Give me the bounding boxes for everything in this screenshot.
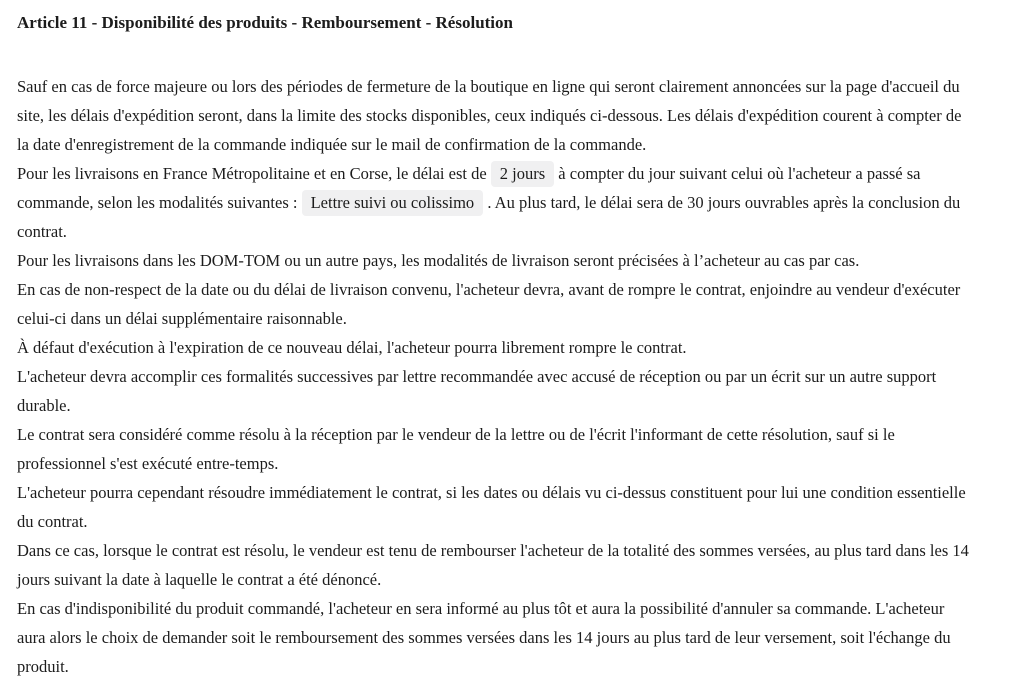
delivery-text-after-method: . Au plus tard, le délai sera de 30 jours ouvrables après la conclusion du contrat. xyxy=(17,192,961,241)
article-title: Article 11 - Disponibilité des produits - Remboursement - Résolution xyxy=(17,13,513,32)
paragraph-defaut-execution: À défaut d'exécution à l'expiration de ce nouveau délai, l'acheteur pourra librement rompre le contrat. xyxy=(17,337,687,357)
paragraph-delivery-france xyxy=(17,159,975,246)
paragraph-resolution-immediate: L'acheteur pourra cependant résoudre immédiatement le contrat, si les dates ou délais vu ci-dessus constituent pour lui une condition essentielle du contrat. xyxy=(17,482,966,531)
paragraph-formalites-lettre-recommandee: L'acheteur devra accomplir ces formalités successives par lettre recommandée avec accusé de réception ou par un écrit sur un autre support durable. xyxy=(17,366,937,415)
paragraph-non-respect-delai: En cas de non-respect de la date ou du délai de livraison convenu, l'acheteur devra, avant de rompre le contrat, enjoindre au vendeur d'exécuter celui-ci dans un délai supplémentaire raisonnable. xyxy=(17,279,961,328)
paragraph-remboursement-14-jours: Dans ce cas, lorsque le contrat est résolu, le vendeur est tenu de rembourser l'acheteur de la totalité des sommes versées, au plus tard dans les 14 jours suivant la date à laquelle le contrat a été dénoncé. xyxy=(17,540,969,589)
paragraph-dom-tom: Pour les livraisons dans les DOM-TOM ou un autre pays, les modalités de livraison seront précisées à l’acheteur au cas par cas. xyxy=(17,250,860,270)
delivery-method-field[interactable]: Lettre suivi ou colissimo xyxy=(302,190,484,216)
delivery-delay-field[interactable]: 2 jours xyxy=(491,161,554,187)
paragraph-indisponibilite-produit: En cas d'indisponibilité du produit commandé, l'acheteur en sera informé au plus tôt et aura la possibilité d'annuler sa commande. L'acheteur aura alors le choix de demander soit le remboursement des sommes versées dans les 14 jours au plus tard de leur versement, soit l'échange du produit. xyxy=(17,598,951,676)
delivery-text-before-delay: Pour les livraisons en France Métropolitaine et en Corse, le délai est de xyxy=(17,163,487,183)
paragraph-shipping-delays: Sauf en cas de force majeure ou lors des périodes de fermeture de la boutique en ligne qui seront clairement annoncées sur la page d'accueil du site, les délais d'expédition seront, dans la limite des stocks disponibles, ceux indiqués ci-dessous. Les délais d'expédition courent à compter de la date d'enregistrement de la commande indiquée sur le mail de confirmation de la commande. xyxy=(17,76,962,154)
delivery-text-between-fields: à compter du jour suivant celui où l'acheteur a passé sa commande, selon les modalités suivantes : xyxy=(17,163,921,212)
paragraph-resolution-reception: Le contrat sera considéré comme résolu à la réception par le vendeur de la lettre ou de l'écrit l'informant de cette résolution, sauf si le professionnel s'est exécuté entre-temps. xyxy=(17,424,895,473)
